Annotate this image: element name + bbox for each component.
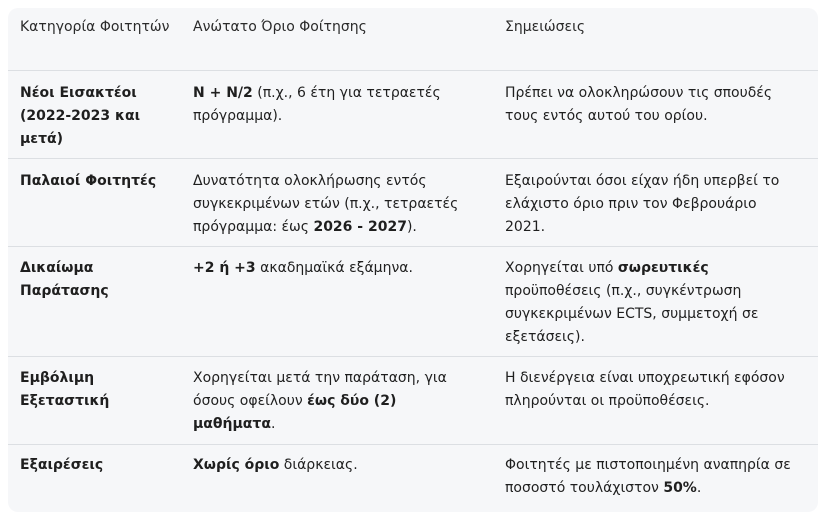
row-category: Δικαίωμα Παράτασης xyxy=(20,260,109,299)
row-notes xyxy=(505,454,800,500)
row-notes xyxy=(505,257,800,349)
row-category: Εμβόλιμη Εξεταστική xyxy=(20,370,110,409)
divider xyxy=(8,444,818,445)
row-category: Εξαιρέσεις xyxy=(20,457,104,473)
text-segment: Δυνατότητα ολοκλήρωσης εντός συγκεκριμένων ετών (π.χ., τετραετές πρόγραμμα: έως xyxy=(193,173,459,235)
bold-text: N + N/2 xyxy=(193,85,253,101)
divider xyxy=(8,246,818,247)
bold-text: 50% xyxy=(663,480,697,496)
text-segment: προϋποθέσεις (π.χ., συγκέντρωση συγκεκριμένων ECTS, συμμετοχή σε εξετάσεις). xyxy=(505,283,759,345)
text-segment: ). xyxy=(406,219,417,235)
text-segment: ακαδημαϊκά εξάμηνα. xyxy=(255,260,413,276)
divider xyxy=(8,158,818,159)
divider xyxy=(8,356,818,357)
row-notes xyxy=(505,170,800,239)
row-notes xyxy=(505,367,800,413)
text-segment: (π.χ., 6 έτη για τετραετές πρόγραμμα). xyxy=(193,85,441,124)
text-segment: Χορηγείται υπό xyxy=(505,260,618,276)
text-segment: Η διενέργεια είναι υποχρεωτική εφόσον πληρούνται οι προϋποθέσεις. xyxy=(505,370,785,409)
divider xyxy=(8,70,818,71)
row-limit xyxy=(193,82,473,128)
row-limit xyxy=(193,454,473,477)
bold-text: Χωρίς όριο xyxy=(193,457,280,473)
text-segment: Εξαιρούνται όσοι είχαν ήδη υπερβεί το ελάχιστο όριο πριν τον Φεβρουάριο 2021. xyxy=(505,173,780,235)
row-category: Παλαιοί Φοιτητές xyxy=(20,173,157,189)
table-card xyxy=(8,8,818,512)
text-segment: . xyxy=(696,480,702,496)
row-limit xyxy=(193,170,473,239)
text-segment: Χορηγείται μετά την παράταση, για όσους οφείλουν xyxy=(193,370,447,409)
bold-text: σωρευτικές xyxy=(617,260,709,276)
text-segment: Πρέπει να ολοκληρώσουν τις σπουδές τους εντός αυτού του ορίου. xyxy=(505,85,773,124)
bold-text: +2 ή +3 xyxy=(193,260,256,276)
row-category: Νέοι Εισακτέοι (2022-2023 και μετά) xyxy=(20,85,141,147)
header-limit: Ανώτατο Όριο Φοίτησης xyxy=(193,19,367,35)
bold-text: έως δύο (2) μαθήματα xyxy=(193,393,397,432)
bold-text: 2026 - 2027 xyxy=(313,219,407,235)
row-limit xyxy=(193,257,473,280)
header-notes: Σημειώσεις xyxy=(505,19,586,35)
header-category: Κατηγορία Φοιτητών xyxy=(20,19,170,35)
text-segment: Φοιτητές με πιστοποιημένη αναπηρία σε ποσοστό τουλάχιστον xyxy=(505,457,791,496)
row-notes xyxy=(505,82,800,128)
text-segment: διάρκειας. xyxy=(279,457,358,473)
text-segment: . xyxy=(270,416,276,432)
row-limit xyxy=(193,367,473,436)
